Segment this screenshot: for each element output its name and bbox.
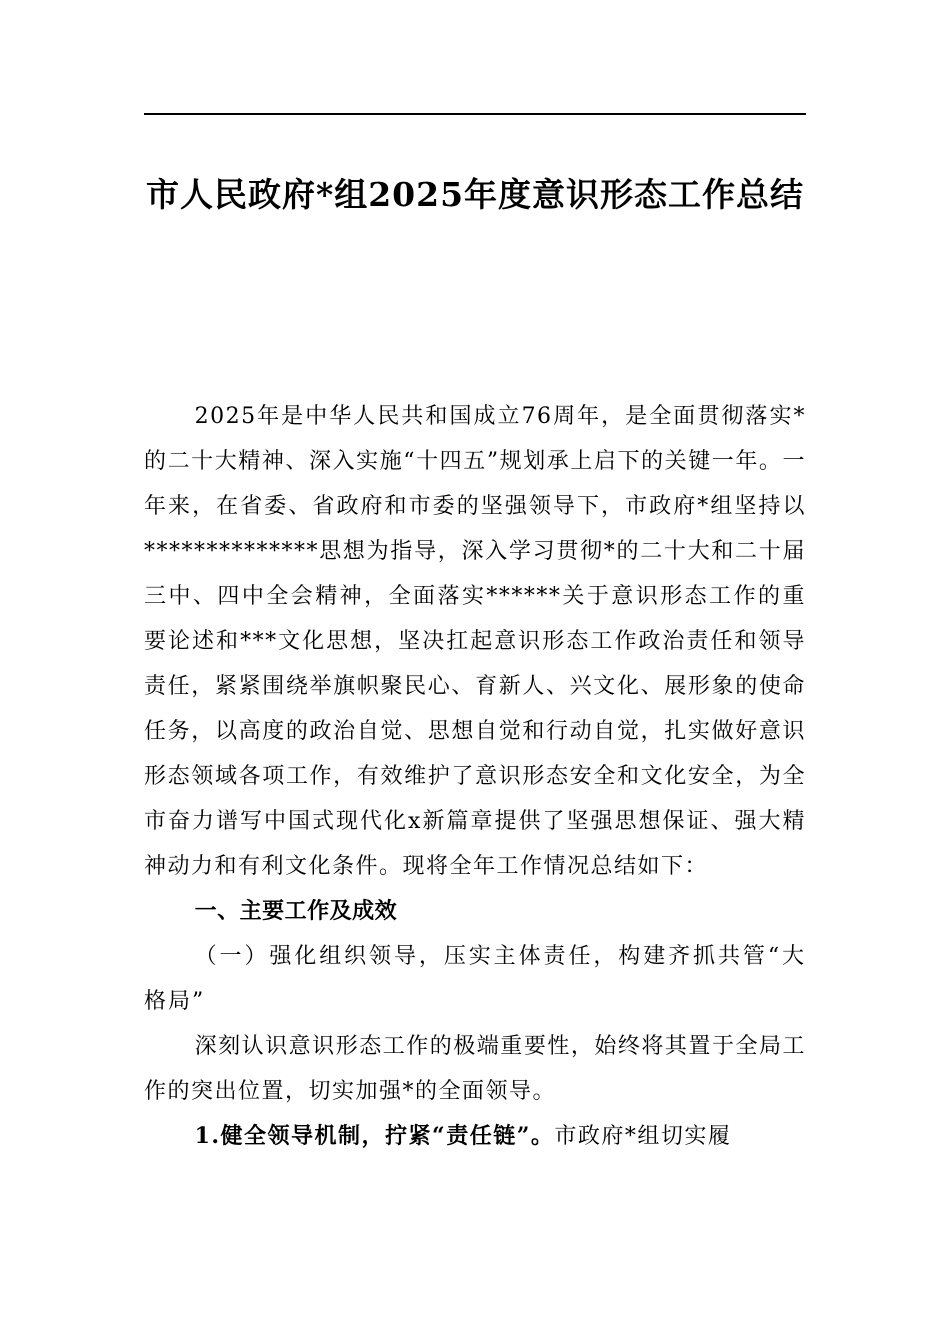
section-heading: 一、主要工作及成效 [194, 898, 398, 924]
header-rule [144, 113, 806, 115]
item-paragraph [144, 1114, 806, 1159]
item-text: 市政府*组切实履 [554, 1124, 732, 1149]
item-bold-lead: 1.健全领导机制，拧紧“责任链”。 [194, 1123, 555, 1149]
subsection-heading: （一）强化组织领导，压实主体责任，构建齐抓共管“大格局” [144, 944, 806, 1014]
document-body [144, 394, 806, 1159]
intro-paragraph: 2025年是中华人民共和国成立76周年，是全面贯彻落实*的二十大精神、深入实施“十四五”规划承上启下的关键一年。一年来，在省委、省政府和市委的坚强领导下，市政府*组坚持以**************思想为指导，深入学习贯彻*的二十大和二十届三中、四中全会精神，全面落实******关于意识形态工作的重要论述和***文化思想，坚决扛起意识形态工作政治责任和领导责任，紧紧围绕举旗帜聚民心、育新人、兴文化、展形象的使命任务，以高度的政治自觉、思想自觉和行动自觉，扎实做好意识形态领域各项工作，有效维护了意识形态安全和文化安全，为全市奋力谱写中国式现代化x新篇章提供了坚强思想保证、强大精神动力和有利文化条件。现将全年工作情况总结如下： [144, 404, 806, 879]
subsection-paragraph: 深刻认识意识形态工作的极端重要性，始终将其置于全局工作的突出位置，切实加强*的全面领导。 [144, 1034, 806, 1104]
document-title: 市人民政府*组2025年度意识形态工作总结 [145, 175, 805, 214]
